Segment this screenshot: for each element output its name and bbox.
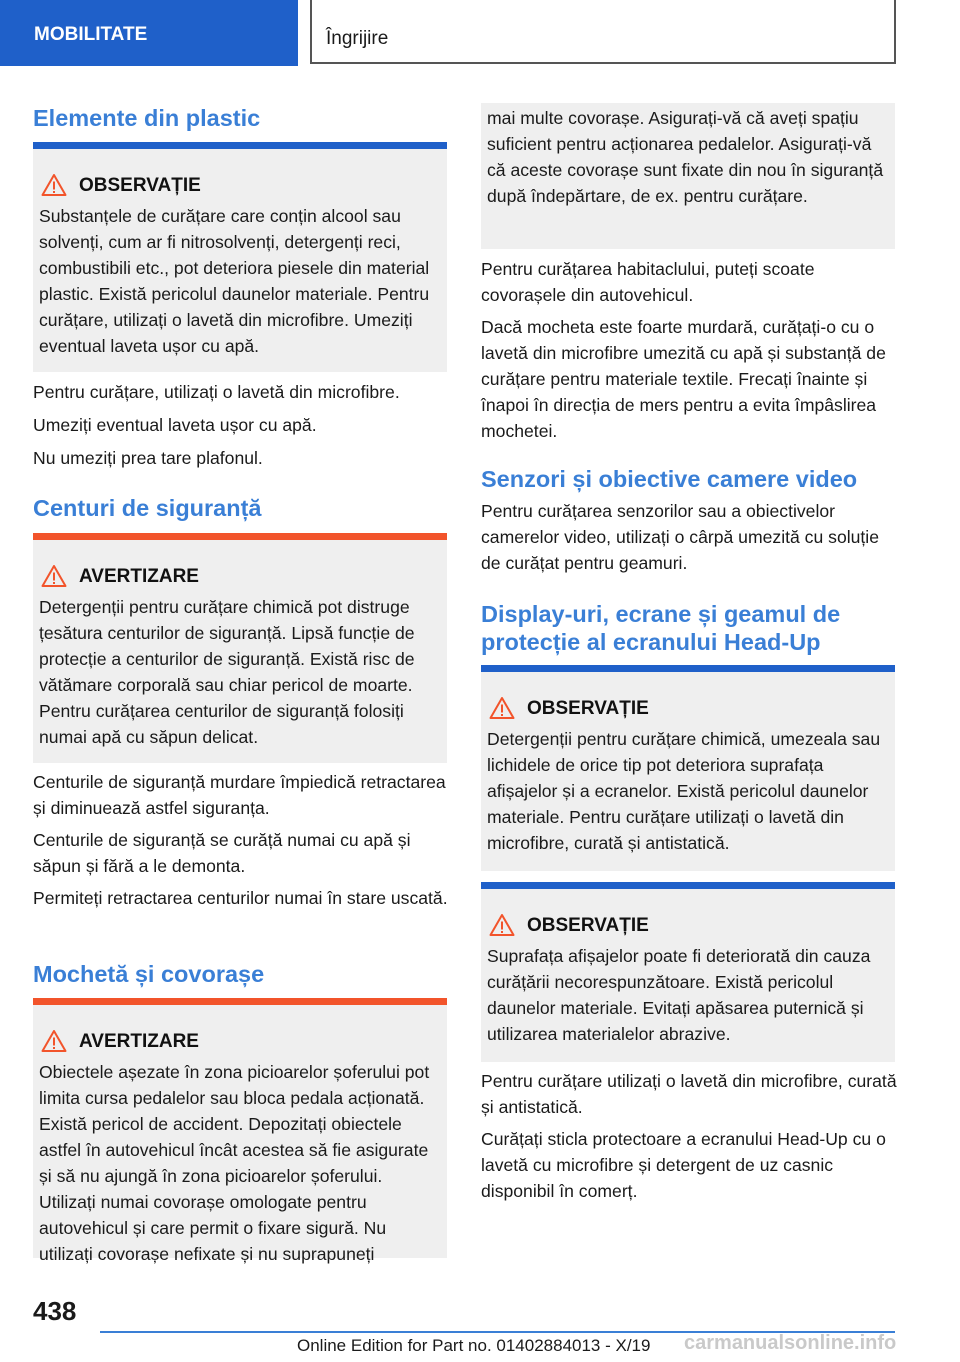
- paragraph: Dacă mocheta este foarte murdară, curățați-o cu o lavetă din microfibre umezită cu apă și substanță de curățare pentru materiale textile. Frecați înainte și înapoi în direcția de mers pentru a evita împâslirea mochetei.: [481, 317, 886, 441]
- paragraph: Centurile de siguranță se curăță numai cu apă și săpun și fără a le demonta.: [33, 830, 411, 876]
- section-tab: MOBILITATE: [0, 0, 298, 66]
- warning-triangle-icon: [489, 696, 515, 720]
- heading-sensors: Senzori și obiective camere video: [481, 466, 858, 492]
- notice-box-plastic: [33, 142, 447, 372]
- warning-triangle-icon: [41, 173, 67, 197]
- paragraph: Nu umeziți prea tare plafonul.: [33, 448, 263, 468]
- warning-text: Detergenții pentru curățare chimică pot distruge țesătura centurilor de siguranță. Lipsă funcție de protecție a centurilor de siguranță. Există risc de vătămare corporală sau chiar pericol de moarte. Pentru curățarea centurilor de siguranță folosiți numai apă cu săpun delicat.: [39, 597, 415, 747]
- warning-title: AVERTIZARE: [39, 564, 441, 590]
- chapter-title: Îngrijire: [310, 0, 896, 64]
- warning-triangle-icon: [41, 564, 67, 588]
- heading-seatbelts: Centuri de siguranță: [33, 495, 262, 521]
- warning-box-seatbelts: [33, 533, 447, 763]
- heading-carpet: Mochetă și covorașe: [33, 961, 265, 987]
- heading-displays: Display-uri, ecrane și geamul de protecție al ecranului Head-Up: [481, 601, 841, 655]
- notice-title: OBSERVAȚIE: [487, 696, 889, 722]
- notice-box-display-surface: [481, 882, 895, 1062]
- paragraph: Pentru curățare, utilizați o lavetă din microfibre.: [33, 382, 400, 402]
- warning-box-carpet: [33, 998, 447, 1264]
- paragraph: Pentru curățarea habitaclului, puteți scoate covorașele din autovehicul.: [481, 259, 815, 305]
- warning-text: mai multe covorașe. Asigurați-vă că aveți spațiu suficient pentru acționarea pedalelor. Asigurați-vă că aceste covorașe sunt fixate din nou în siguranță după îndepărtare, de ex. pentru curățare.: [487, 108, 884, 206]
- notice-text: Substanțele de curățare care conțin alcool sau solvenți, cum ar fi nitrosolvenți, detergenți reci, combustibili etc., pot deteriora piesele din material plastic. Există pericolul daunelor materiale. Pentru curățare, utilizați o lavetă din microfibre. Umeziți eventual laveta ușor cu apă.: [39, 206, 430, 356]
- paragraph: Permiteți retractarea centurilor numai în stare uscată.: [33, 888, 448, 908]
- page-number: 438: [33, 1296, 77, 1326]
- paragraph: Umeziți eventual laveta ușor cu apă.: [33, 415, 317, 435]
- paragraph: Curățați sticla protectoare a ecranului Head-Up cu o lavetă cu microfibre și detergent de uz casnic disponibil în comerț.: [481, 1129, 886, 1201]
- paragraph: Centurile de siguranță murdare împiedică retractarea și diminuează astfel siguranța.: [33, 772, 446, 818]
- page-header: [0, 0, 960, 66]
- watermark: carmanualsonline.info: [684, 1332, 897, 1354]
- notice-text: Detergenții pentru curățare chimică, umezeala sau lichidele de orice tip pot deteriora suprafața afișajelor și a ecranelor. Există pericolul daunelor materiale. Pentru curățare utilizați o lavetă din microfibre, curată și antistatică.: [487, 729, 881, 853]
- warning-box-carpet-continued: [481, 103, 895, 249]
- notice-text: Suprafața afișajelor poate fi deteriorată din cauza curățării necorespunzătoare. Există pericolul daunelor materiale. Evitați apăsarea puternică și utilizarea materialelor abrazive.: [487, 946, 871, 1044]
- warning-text: Obiectele așezate în zona picioarelor șoferului pot limita cursa pedalelor sau bloca pedala acționată. Există pericol de accident. Depozitați obiectele astfel în autovehicul încât acestea să fie asigurate și să nu ajungă în zona picioarelor șoferului. Utilizați numai covorașe omologate pentru autovehicul și care permit o fixare sigură. Nu utilizați covorașe nefixate și nu suprapuneți: [39, 1062, 430, 1264]
- warning-title: AVERTIZARE: [39, 1029, 441, 1055]
- paragraph: Pentru curățare utilizați o lavetă din microfibre, curată și antistatică.: [481, 1071, 897, 1117]
- heading-plastic: Elemente din plastic: [33, 105, 261, 131]
- edition-note: Online Edition for Part no. 01402884013 - X/19: [297, 1336, 651, 1355]
- warning-triangle-icon: [41, 1029, 67, 1053]
- notice-title: OBSERVAȚIE: [39, 173, 441, 199]
- notice-box-displays: [481, 665, 895, 871]
- paragraph: Pentru curățarea senzorilor sau a obiectivelor camerelor video, utilizați o cârpă umezită cu soluție de curățat pentru geamuri.: [481, 501, 879, 573]
- notice-title: OBSERVAȚIE: [487, 913, 889, 939]
- warning-triangle-icon: [489, 913, 515, 937]
